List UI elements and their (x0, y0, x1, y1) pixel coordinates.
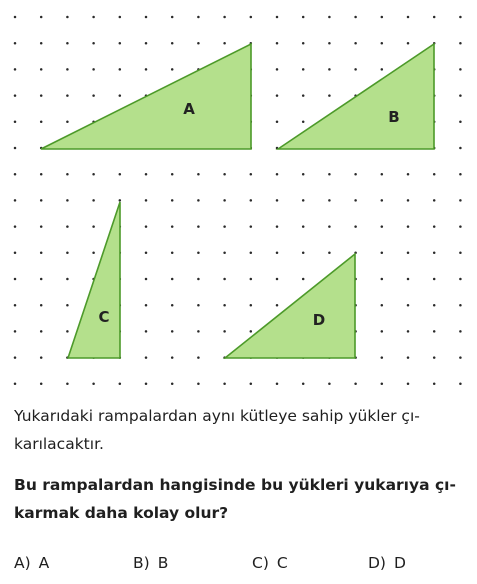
grid-dot (119, 94, 122, 97)
grid-dot (197, 356, 200, 359)
grid-dot (407, 252, 410, 255)
option-a-key: A) (14, 554, 31, 572)
grid-dot (14, 94, 17, 97)
grid-dot (92, 68, 95, 71)
grid-dot (145, 383, 148, 386)
grid-dot (171, 42, 174, 45)
grid-dot (92, 383, 95, 386)
grid-dot (119, 16, 122, 19)
grid-dot (459, 278, 462, 281)
grid-dot (92, 252, 95, 255)
grid-dot (459, 68, 462, 71)
grid-dot (407, 383, 410, 386)
grid-dot (14, 330, 17, 333)
grid-dot (119, 42, 122, 45)
grid-dot (14, 16, 17, 19)
grid-dot (328, 16, 331, 19)
option-d-text: D (393, 554, 406, 572)
grid-dot (66, 304, 69, 307)
grid-dot (14, 383, 17, 386)
grid-dot (40, 330, 43, 333)
grid-dot (197, 173, 200, 176)
grid-dot (276, 383, 279, 386)
grid-dot (276, 16, 279, 19)
answer-options (0, 554, 477, 576)
grid-dot (66, 173, 69, 176)
grid-dot (40, 199, 43, 202)
grid-dot (302, 278, 305, 281)
grid-dot (433, 383, 436, 386)
grid-dot (14, 304, 17, 307)
grid-dot (276, 252, 279, 255)
grid-dot (197, 199, 200, 202)
grid-dot (407, 356, 410, 359)
grid-dot (14, 252, 17, 255)
grid-dot (354, 199, 357, 202)
grid-dot (276, 225, 279, 228)
grid-dot (276, 199, 279, 202)
grid-dot (197, 225, 200, 228)
grid-dot (250, 383, 253, 386)
grid-dot (171, 330, 174, 333)
grid-dot (119, 383, 122, 386)
grid-dot (14, 356, 17, 359)
grid-dot (459, 147, 462, 150)
grid-dot (407, 330, 410, 333)
grid-dot (459, 356, 462, 359)
grid-dot (250, 199, 253, 202)
option-a[interactable] (14, 554, 49, 572)
option-c-key: C) (252, 554, 269, 572)
grid-dot (171, 173, 174, 176)
grid-dot (407, 304, 410, 307)
grid-dot (223, 278, 226, 281)
grid-dot (276, 121, 279, 124)
grid-dot (145, 278, 148, 281)
grid-dot (328, 68, 331, 71)
grid-dot (459, 304, 462, 307)
grid-dot (14, 225, 17, 228)
grid-dot (328, 225, 331, 228)
grid-dot (407, 42, 410, 45)
ramp-d-triangle (225, 254, 355, 358)
grid-dot (276, 278, 279, 281)
grid-dot (145, 68, 148, 71)
grid-dot (171, 225, 174, 228)
grid-dot (14, 42, 17, 45)
grid-dot (381, 173, 384, 176)
grid-dot (459, 383, 462, 386)
grid-dot (223, 16, 226, 19)
grid-dot (119, 68, 122, 71)
grid-dot (145, 225, 148, 228)
grid-dot (302, 199, 305, 202)
grid-dot (171, 252, 174, 255)
grid-dot (66, 383, 69, 386)
grid-dot (302, 121, 305, 124)
grid-dot (66, 16, 69, 19)
grid-dot (40, 16, 43, 19)
grid-dot (92, 16, 95, 19)
option-d-key: D) (368, 554, 386, 572)
grid-dot (459, 173, 462, 176)
grid-dot (66, 94, 69, 97)
grid-dot (433, 304, 436, 307)
grid-dot (302, 42, 305, 45)
grid-dot (223, 199, 226, 202)
grid-dot (459, 94, 462, 97)
grid-dot (92, 42, 95, 45)
grid-dot (14, 199, 17, 202)
grid-dot (197, 278, 200, 281)
grid-dot (145, 199, 148, 202)
grid-dot (407, 225, 410, 228)
grid-dot (171, 278, 174, 281)
grid-dot (66, 42, 69, 45)
grid-dot (381, 304, 384, 307)
grid-dot (40, 252, 43, 255)
grid-dot (381, 225, 384, 228)
grid-dot (381, 383, 384, 386)
grid-dot (40, 94, 43, 97)
grid-dot (433, 199, 436, 202)
grid-dot (381, 252, 384, 255)
grid-dot (381, 330, 384, 333)
grid-dot (433, 252, 436, 255)
grid-dot (223, 252, 226, 255)
option-b[interactable] (133, 554, 168, 572)
grid-dot (381, 278, 384, 281)
grid-dot (276, 173, 279, 176)
grid-dot (354, 42, 357, 45)
grid-dot (459, 42, 462, 45)
grid-dot (197, 252, 200, 255)
grid-dot (223, 330, 226, 333)
grid-dot (40, 356, 43, 359)
option-a-text: A (38, 554, 50, 572)
grid-dot (407, 199, 410, 202)
grid-dot (276, 68, 279, 71)
grid-dot (223, 383, 226, 386)
grid-dot (145, 173, 148, 176)
grid-dot (119, 199, 122, 202)
grid-dot (40, 278, 43, 281)
option-d[interactable] (368, 554, 406, 572)
problem-statement (14, 402, 470, 458)
grid-dot (433, 173, 436, 176)
grid-dot (40, 304, 43, 307)
grid-dot (433, 278, 436, 281)
grid-dot (302, 68, 305, 71)
grid-dot (223, 225, 226, 228)
grid-dot (40, 42, 43, 45)
grid-dot (250, 330, 253, 333)
grid-dot (328, 173, 331, 176)
grid-dot (381, 16, 384, 19)
grid-dot (328, 383, 331, 386)
grid-dot (92, 173, 95, 176)
grid-dot (381, 42, 384, 45)
grid-dot (14, 147, 17, 150)
grid-dot (145, 330, 148, 333)
grid-dot (145, 304, 148, 307)
grid-dot (328, 94, 331, 97)
grid-dot (197, 16, 200, 19)
grid-dot (433, 225, 436, 228)
statement-line-2: karılacaktır. (14, 435, 104, 453)
grid-dot (171, 16, 174, 19)
question-line-2: karmak daha kolay olur? (14, 504, 229, 522)
grid-dot (302, 252, 305, 255)
grid-dot (250, 173, 253, 176)
grid-dot (459, 199, 462, 202)
grid-dot (40, 68, 43, 71)
grid-dot (40, 383, 43, 386)
grid-dot (40, 225, 43, 228)
grid-dot (459, 225, 462, 228)
grid-dot (145, 252, 148, 255)
grid-dot (459, 330, 462, 333)
grid-dot (92, 199, 95, 202)
grid-dot (197, 42, 200, 45)
grid-dot (14, 278, 17, 281)
grid-dot (381, 68, 384, 71)
grid-dot (66, 225, 69, 228)
grid-dot (66, 68, 69, 71)
grid-dot (407, 16, 410, 19)
grid-dot (171, 356, 174, 359)
grid-dot (171, 304, 174, 307)
grid-dot (197, 304, 200, 307)
grid-dot (40, 121, 43, 124)
grid-dot (328, 199, 331, 202)
option-c-text: C (276, 554, 288, 572)
grid-dot (250, 304, 253, 307)
ramp-a-label: A (183, 100, 195, 118)
ramp-d-label: D (312, 311, 326, 329)
grid-dot (250, 16, 253, 19)
option-c[interactable] (252, 554, 288, 572)
grid-dot (223, 304, 226, 307)
grid-dot (328, 42, 331, 45)
option-b-text: B (157, 554, 169, 572)
grid-dot (354, 16, 357, 19)
grid-dot (171, 199, 174, 202)
grid-dot (354, 173, 357, 176)
question-text (14, 471, 470, 527)
grid-dot (171, 383, 174, 386)
grid-dot (92, 94, 95, 97)
grid-dot (14, 121, 17, 124)
grid-dot (250, 278, 253, 281)
grid-dot (276, 304, 279, 307)
grid-dot (433, 356, 436, 359)
ramp-c-triangle (68, 202, 120, 358)
grid-dot (223, 42, 226, 45)
grid-dot (223, 173, 226, 176)
grid-dot (250, 252, 253, 255)
ramp-c-label: C (98, 308, 110, 326)
grid-dot (433, 330, 436, 333)
grid-dot (381, 356, 384, 359)
grid-dot (171, 68, 174, 71)
grid-dot (145, 42, 148, 45)
grid-dot (276, 42, 279, 45)
grid-dot (92, 225, 95, 228)
grid-dot (459, 121, 462, 124)
grid-dot (302, 16, 305, 19)
grid-dot (459, 252, 462, 255)
grid-dot (14, 173, 17, 176)
grid-dot (197, 383, 200, 386)
grid-dot (276, 94, 279, 97)
grid-dot (302, 225, 305, 228)
option-b-key: B) (133, 554, 150, 572)
grid-dot (302, 173, 305, 176)
grid-dot (66, 330, 69, 333)
grid-dot (407, 173, 410, 176)
grid-dot (302, 383, 305, 386)
grid-dot (40, 173, 43, 176)
grid-dot (197, 330, 200, 333)
grid-dot (250, 225, 253, 228)
grid-dot (328, 252, 331, 255)
grid-dot (381, 199, 384, 202)
grid-dot (459, 16, 462, 19)
grid-dot (66, 252, 69, 255)
grid-dot (354, 383, 357, 386)
grid-dot (354, 225, 357, 228)
grid-dot (145, 16, 148, 19)
grid-dot (354, 68, 357, 71)
ramp-a-triangle (41, 44, 251, 149)
grid-dot (407, 278, 410, 281)
grid-dot (302, 94, 305, 97)
grid-dot (66, 278, 69, 281)
ramp-b-triangle (278, 44, 434, 149)
grid-dot (119, 173, 122, 176)
grid-dot (66, 199, 69, 202)
ramp-b-label: B (388, 108, 400, 126)
question-line-1: Bu rampalardan hangisinde bu yükleri yukarıya çı- (14, 476, 456, 494)
grid-dot (433, 16, 436, 19)
statement-line-1: Yukarıdaki rampalardan aynı kütleye sahip yükler çı- (14, 407, 420, 425)
grid-dot (66, 121, 69, 124)
grid-dot (145, 356, 148, 359)
grid-dot (14, 68, 17, 71)
